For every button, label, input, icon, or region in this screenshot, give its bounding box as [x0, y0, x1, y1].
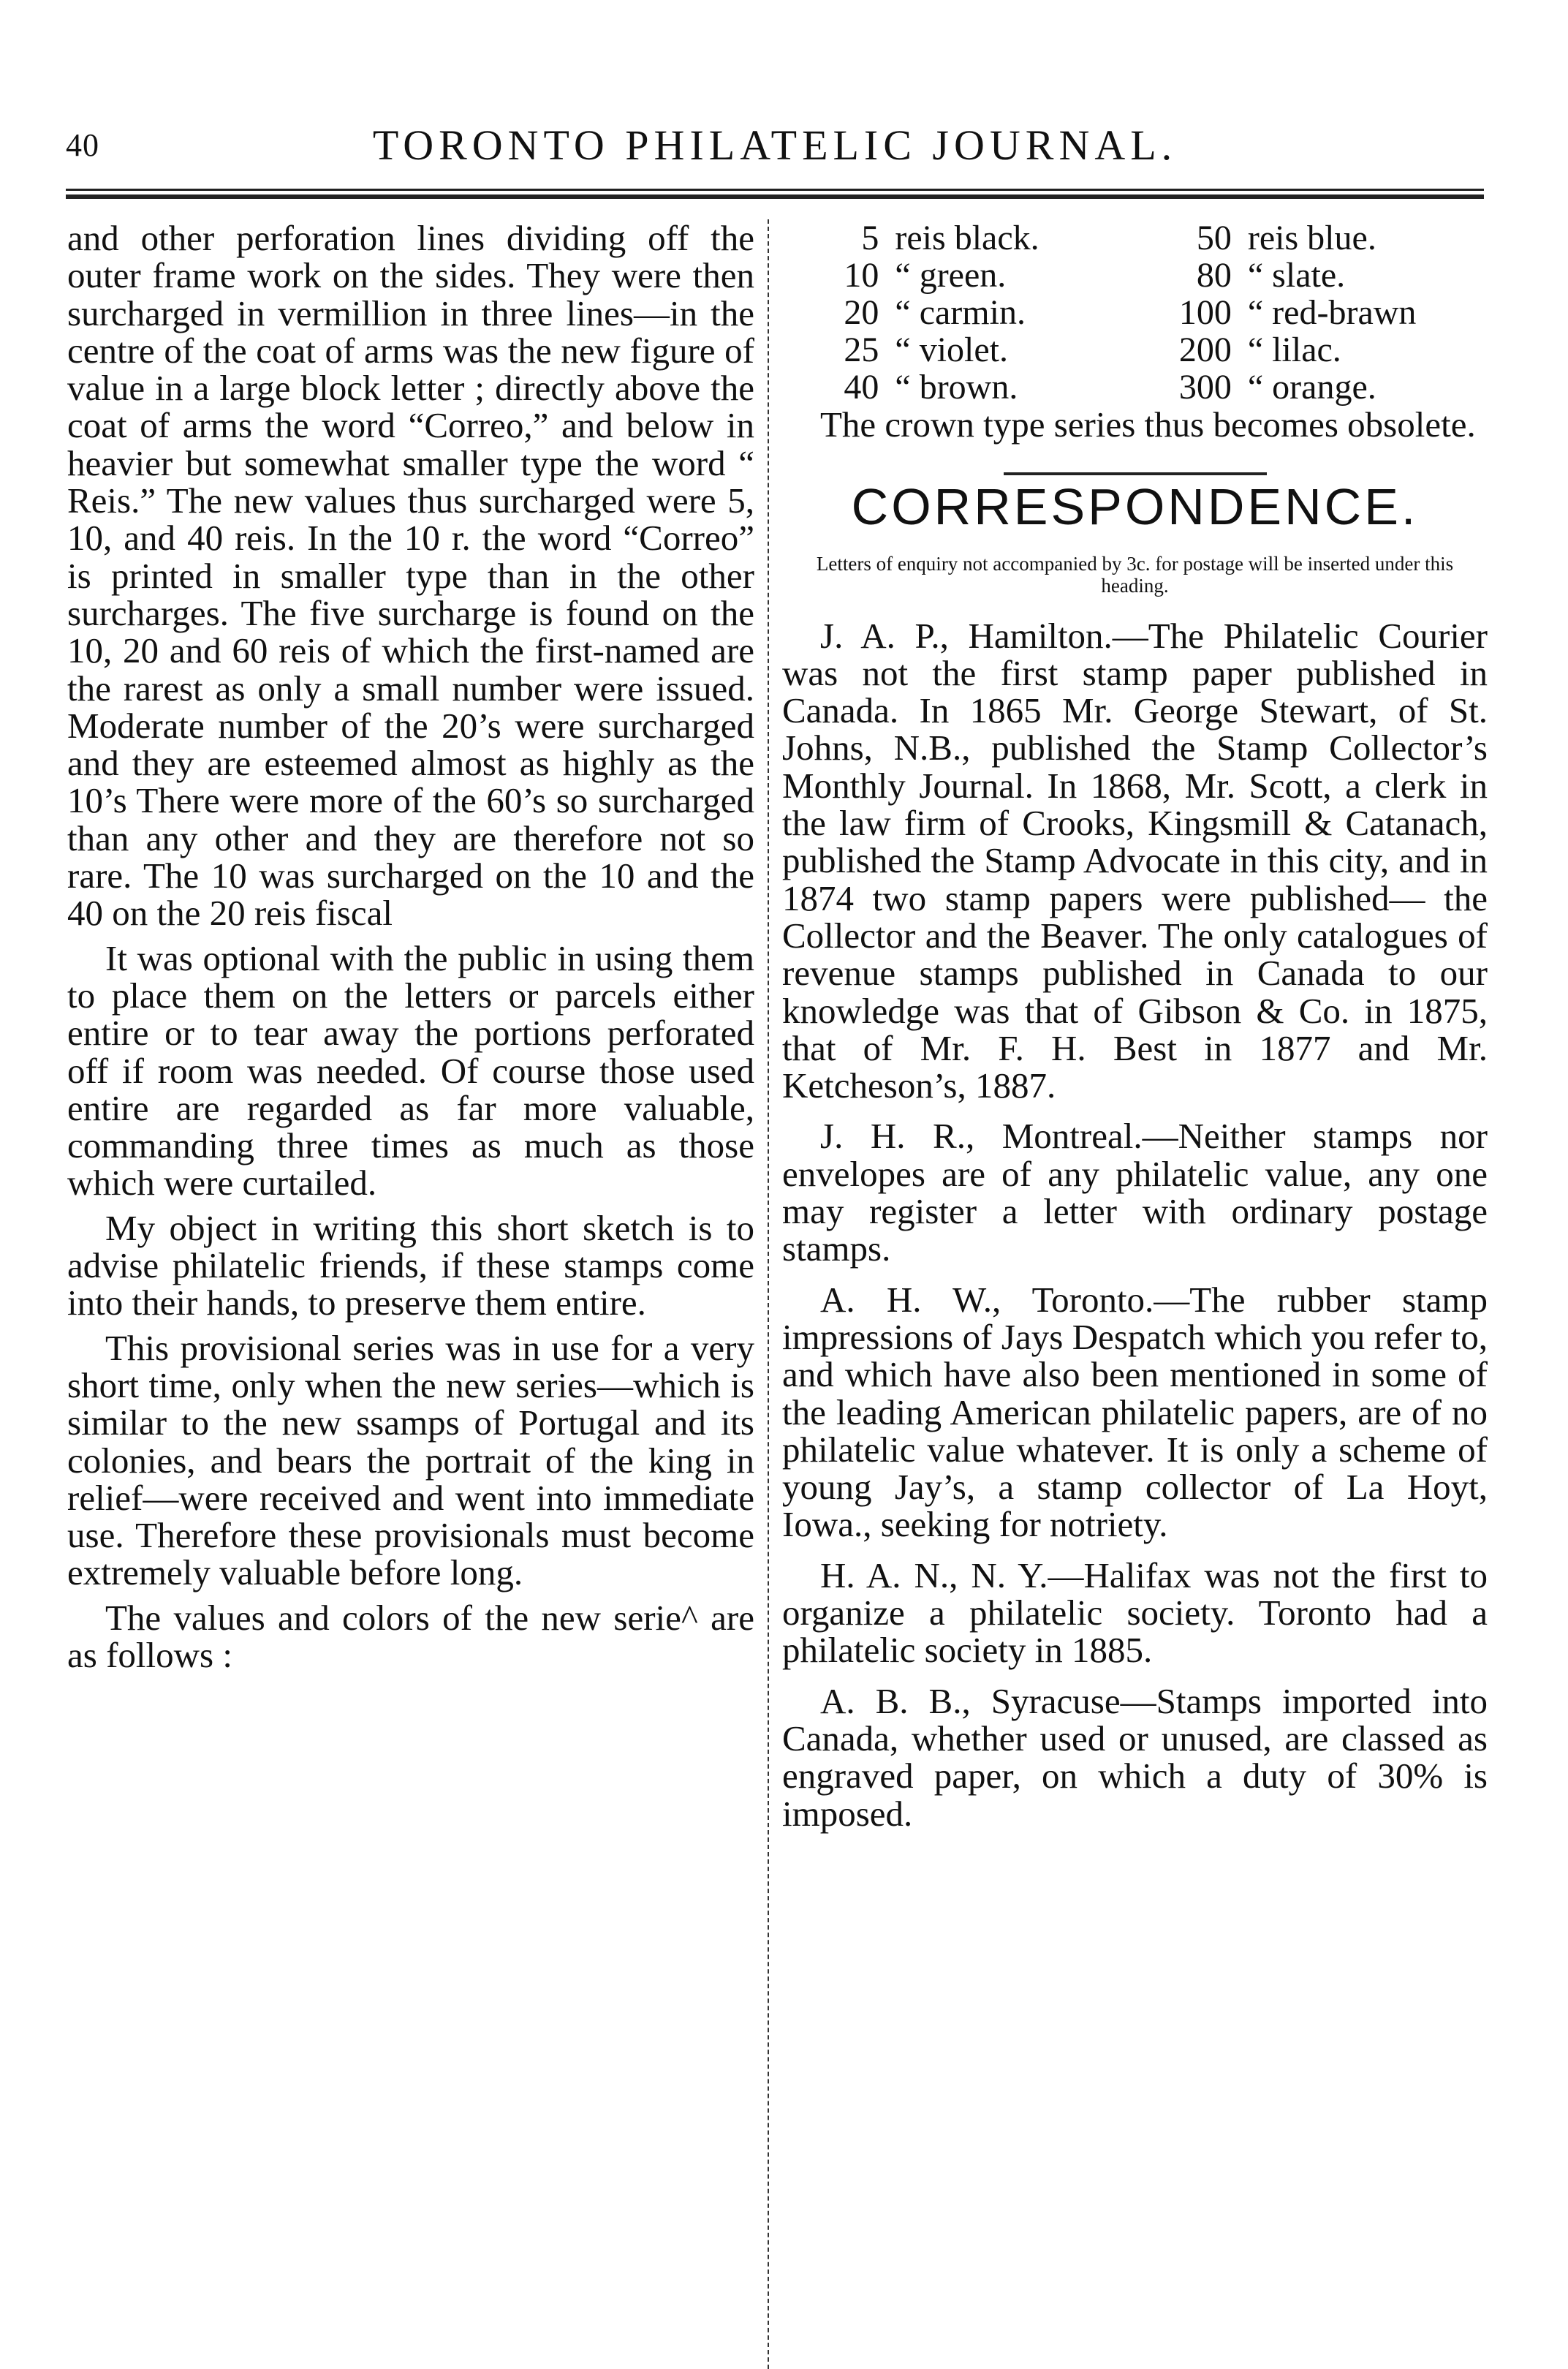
value-cell: 5: [861, 219, 879, 257]
color-cell: “ violet.: [895, 330, 1009, 369]
left-paragraph: This provisional series was in use for a very short time, only when the new series—which is similar to the new ssamps of Portugal and its colonies, and bears the portrait of the king in relief—were received and went into immediate use. Therefore these provisionals must become extremely valuable before long.: [67, 1327, 754, 1593]
left-paragraph: and other perforation lines dividing off the outer frame work on the sides. They were then surcharged in vermillion in three lines—in the centre of the coat of arms was the new figure of value in a large block letter ; directly above the coat of arms the word “Correo,” and below in heavier but somewhat smaller type the word “ Reis.” The new values thus surcharged were 5, 10, and 40 reis. In the 10 r. the word “Correo” is printed in smaller type than in the other surcharges. The five surcharge is found on the 10, 20 and 60 reis of which the first-named are the rarest as only a small number were issued. Moderate number of the 20’s were surcharged and they are esteemed almost as highly as the 10’s There were more of the 60’s so surcharged than any other and they are therefore not so rare. The 10 was surcharged on the 10 and the 40 on the 20 reis fiscal: [67, 218, 754, 934]
header-rule-thick: [66, 194, 1484, 199]
left-paragraph: It was optional with the public in using them to place them on the letters or parcels either entire or to tear away the portions perforated off if room was needed. Of course those used entire are regarded as far more valuable, commanding three times as much as those which were curtailed.: [67, 937, 754, 1204]
color-cell: “ red-brawn: [1247, 293, 1417, 332]
table-row: [782, 257, 1488, 294]
running-title: TORONTO PHILATELIC JOURNAL.: [372, 121, 1178, 169]
color-cell: reis black.: [895, 219, 1039, 257]
value-cell: 20: [844, 293, 879, 332]
right-column: [782, 219, 1488, 1832]
correspondence-entry: H. A. N., N. Y.—Halifax was not the first to organize a philatelic society. Toronto had a philatelic society in 1885.: [782, 1554, 1488, 1671]
table-row: [782, 219, 1488, 257]
left-column: [67, 219, 754, 1674]
color-cell: “ orange.: [1247, 368, 1376, 407]
color-cell: “ brown.: [895, 368, 1018, 407]
section-heading: CORRESPONDENCE.: [851, 478, 1419, 536]
table-row: [782, 331, 1488, 369]
column-divider: [768, 219, 769, 2369]
value-cell: 80: [1196, 256, 1232, 295]
page-number: 40: [66, 127, 99, 163]
color-cell: reis blue.: [1247, 219, 1376, 257]
left-paragraph: The values and colors of the new serie^ are as follows :: [67, 1597, 754, 1675]
header-rule-thin: [66, 189, 1484, 191]
value-cell: 50: [1196, 219, 1232, 257]
correspondence-entry: A. B. B., Syracuse—Stamps imported into Canada, whether used or unused, are classed as engraved paper, on which a duty of 30% is imposed.: [782, 1680, 1488, 1834]
correspondence-entry: J. H. R., Montreal.—Neither stamps nor envelopes are of any philatelic value, any one may register a letter with ordinary postage stamps.: [782, 1116, 1488, 1269]
page-header: [66, 121, 1484, 172]
obsolete-note: The crown type series thus becomes obsolete.: [820, 404, 1476, 445]
value-cell: 100: [1178, 293, 1232, 332]
value-cell: 300: [1178, 368, 1232, 407]
value-cell: 25: [844, 330, 879, 369]
value-cell: 200: [1178, 330, 1232, 369]
section-rule: [1004, 472, 1267, 475]
table-row: [782, 369, 1488, 406]
color-cell: “ slate.: [1247, 256, 1346, 295]
correspondence-entry: J. A. P., Hamilton.—The Philatelic Courier was not the first stamp paper published in Canada. In 1865 Mr. George Stewart, of St. Johns, N.B., published the Stamp Collector’s Monthly Journal. In 1868, Mr. Scott, a clerk in the law firm of Crooks, Kingsmill & Catanach, published the Stamp Advocate in this city, and in 1874 two stamp papers were published— the Collector and the Beaver. The only catalogues of revenue stamps published in Canada to our knowledge was that of Gibson & Co. in 1875, that of Mr. F. H. Best in 1877 and Mr. Ketcheson’s, 1887.: [782, 615, 1488, 1106]
left-paragraph: My object in writing this short sketch is to advise philatelic friends, if these stamps come into their hands, to preserve them entire.: [67, 1207, 754, 1323]
color-cell: “ green.: [895, 256, 1007, 295]
correspondence-note: Letters of enquiry not accompanied by 3c. for postage will be inserted under this heading.: [816, 552, 1454, 597]
correspondence-entry: A. H. W., Toronto.—The rubber stamp impressions of Jays Despatch which you refer to, and which have also been mentioned in some of the leading American philatelic papers, are of no philatelic value whatever. It is only a scheme of young Jay’s, a stamp collector of La Hoyt, Iowa., seeking for notriety.: [782, 1279, 1488, 1545]
table-row: [782, 294, 1488, 331]
value-cell: 40: [844, 368, 879, 407]
values-colors-table: [782, 219, 1488, 406]
value-cell: 10: [844, 256, 879, 295]
color-cell: “ lilac.: [1247, 330, 1341, 369]
color-cell: “ carmin.: [895, 293, 1026, 332]
